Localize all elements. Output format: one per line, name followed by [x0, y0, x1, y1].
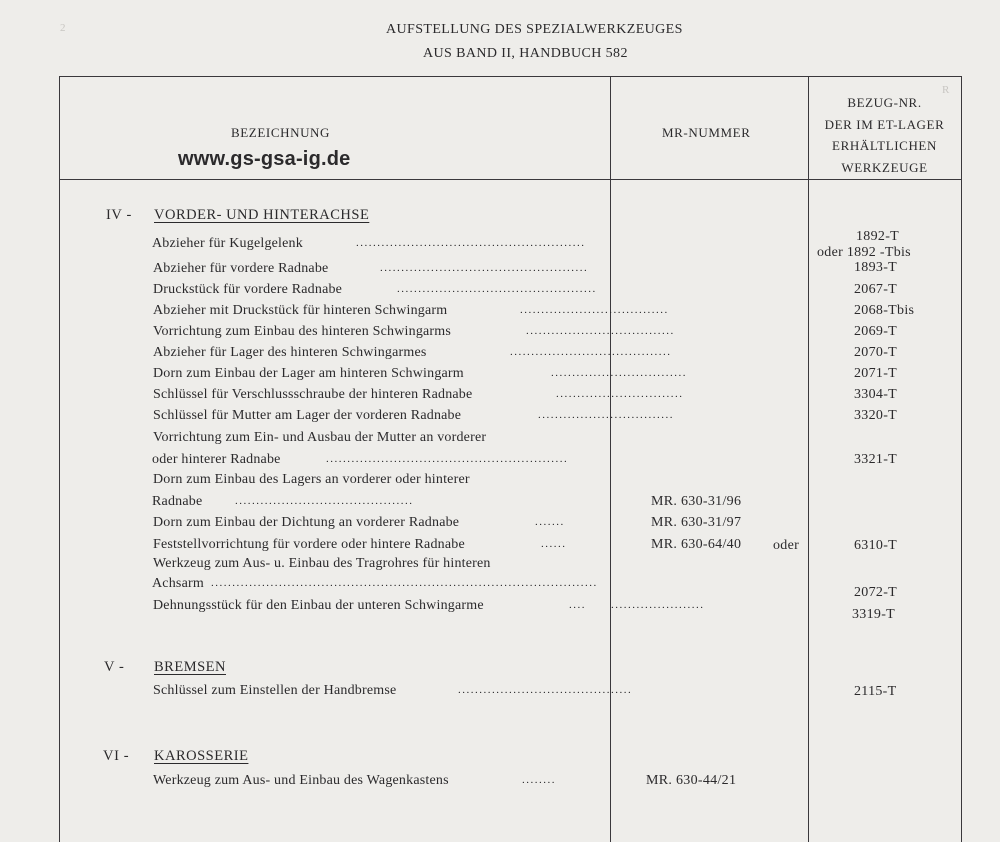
corner-mark: R	[942, 84, 950, 96]
section-iv-title: VORDER- UND HINTERACHSE	[154, 207, 370, 223]
section-vi-title: KAROSSERIE	[154, 748, 249, 764]
header-bezug-nr: BEZUG-NR. DER IM ET-LAGER ERHÄLTLICHEN WERKZEUGE	[824, 95, 945, 175]
watermark-url: www.gs-gsa-ig.de	[178, 148, 351, 170]
section-vi-number: VI -	[103, 748, 130, 764]
section-iv-number: IV -	[106, 207, 132, 223]
section-v-title: BREMSEN	[154, 659, 226, 675]
document-title-line2: AUS BAND II, HANDBUCH 582	[423, 46, 628, 61]
header-bezeichnung: BEZEICHNUNG	[231, 125, 331, 140]
header-mr-nummer: MR-NUMMER	[662, 125, 751, 140]
section-v-number: V -	[104, 659, 125, 675]
page-number: 2	[60, 22, 66, 34]
document-title-line1: AUFSTELLUNG DES SPEZIALWERKZEUGES	[386, 22, 683, 37]
